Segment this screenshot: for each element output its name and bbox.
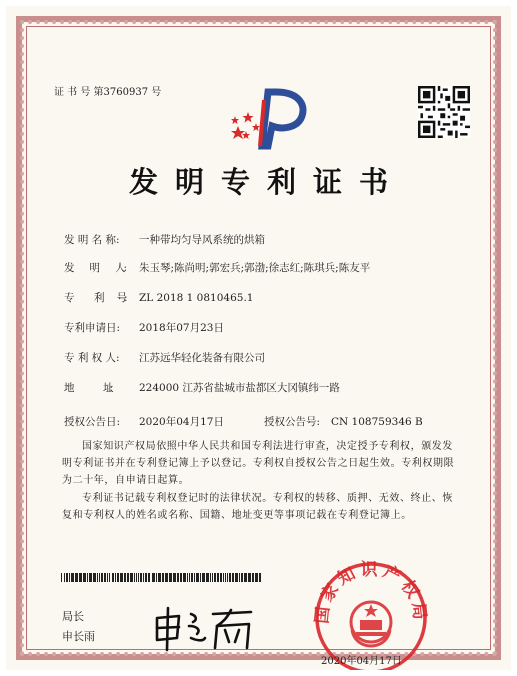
grant-number-label: 授权公告号: (264, 416, 321, 428)
address: 224000 江苏省盐城市盐都区大冈镇纬一路 (139, 382, 340, 394)
certificate-number: 证 书 号 第3760937 号 (54, 87, 162, 98)
director-signature (151, 604, 261, 652)
certificate-paragraph-2: 专利证书记载专利权登记时的法律状况。专利权的转移、质押、无效、终止、恢复和专利权人的姓名或名称、国籍、地址变更等事项记载在专利登记簿上。 (62, 493, 453, 521)
grant-number: CN 108759346 B (331, 416, 423, 428)
director-title: 局长 (62, 610, 84, 623)
inventor-label: 发 明 人: (64, 262, 126, 274)
filing-date-label: 专利申请日: (64, 322, 121, 334)
seal-date: 2020年04月17日 (321, 656, 402, 667)
patent-number-label: 专 利 号: (64, 292, 125, 304)
certificate-title: 发明专利证书 (128, 165, 405, 199)
inventors: 朱玉琴;陈尚明;郭宏兵;郭渤;徐志红;陈琪兵;陈友平 (139, 262, 371, 274)
invention-name-label: 发 明 名 称: (64, 234, 120, 246)
patent-number: ZL 2018 1 0810465.1 (139, 292, 254, 304)
invention-name: 一种带均匀导风系统的烘箱 (139, 234, 265, 246)
patentee: 江苏远华轻化装备有限公司 (139, 352, 265, 364)
address-label: 地 址: (64, 382, 110, 394)
filing-date: 2018年07月23日 (139, 322, 224, 334)
qr-code-icon (418, 86, 470, 138)
patent-certificate (6, 6, 511, 670)
cnipa-logo-icon (218, 86, 318, 152)
barcode-icon (61, 573, 263, 582)
svg-text:国家知识产权局: 国家知识产权局 (312, 560, 430, 625)
patentee-label: 专 利 权 人: (64, 352, 120, 364)
grant-date: 2020年04月17日 (139, 416, 224, 428)
director-name: 申长雨 (62, 630, 95, 643)
grant-date-label: 授权公告日: (64, 416, 121, 428)
certificate-paragraph-1: 国家知识产权局依照中华人民共和国专利法进行审查，决定授予专利权，颁发发明专利证书并在专利登记簿上予以登记。专利权自授权公告之日起生效。专利权期限为二十年，自申请日起算。 (62, 441, 455, 486)
